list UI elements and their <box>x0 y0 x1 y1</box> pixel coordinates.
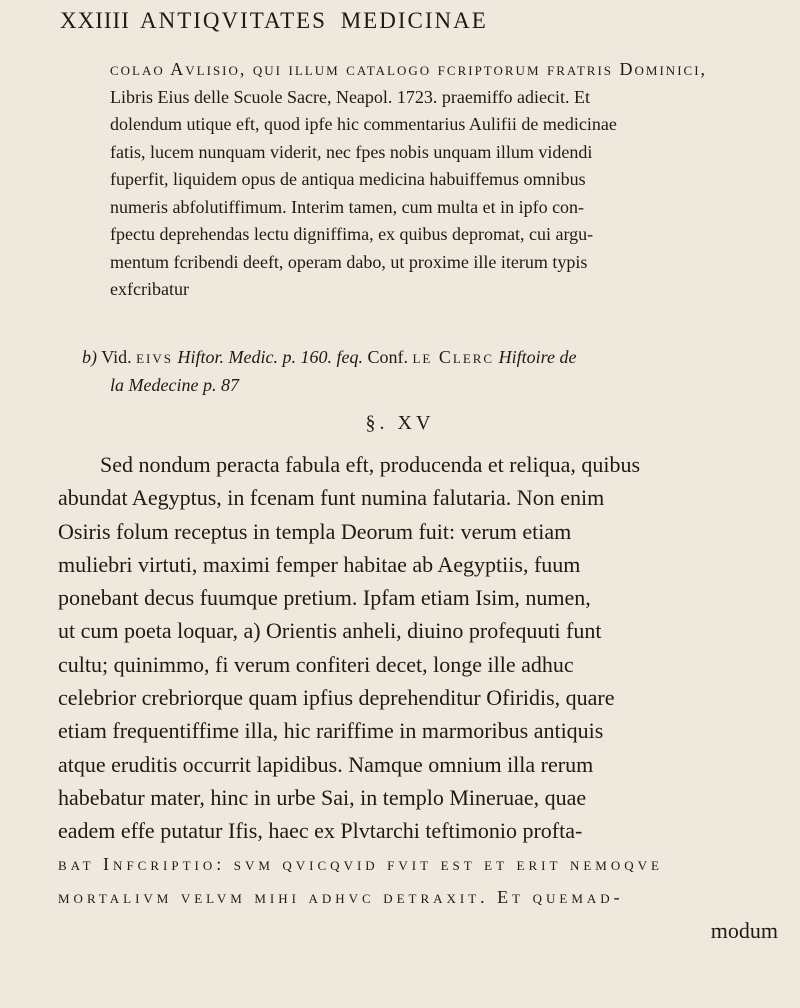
body-line: etiam frequentiffime illa, hic rariffime in marmoribus antiquis <box>58 718 604 744</box>
running-head: ANTIQVITATES MEDICINAE <box>140 8 488 33</box>
body-line: habebatur mater, hinc in urbe Sai, in templo Mineruae, quae <box>58 784 587 810</box>
page-header <box>60 8 772 48</box>
catchword: modum <box>710 918 778 944</box>
footnote-b <box>82 344 778 399</box>
body-line: ut cum poeta loquar, a) Orientis anheli, diuino profequuti funt <box>58 618 602 644</box>
footnote-vid: Vid. <box>101 347 132 367</box>
body-line: Sed nondum peracta fabula eft, producenda et reliqua, quibus <box>100 452 641 477</box>
folio-number: XXIIII <box>60 8 130 33</box>
body-line: ponebant decus fuumque pretium. Ipfam etiam Isim, numen, <box>58 585 591 611</box>
footnote-line: dolendum utique eft, quod ipfe hic commentarius Aulifii de medicinae <box>110 114 617 134</box>
footnote-work-2: Hiftoire de <box>498 347 577 367</box>
body-line: abundat Aegyptus, in fcenam funt numina falutaria. Non enim <box>58 485 605 511</box>
footnote-work: Hiftor. Medic. p. 160. feq. <box>177 347 363 367</box>
footnote-author-2: le Clerc <box>412 347 495 367</box>
body-line: cultu; quinimmo, fi verum confiteri decet, longe ille adhuc <box>58 651 574 677</box>
inscription-line: mortalivm velvm mihi adhvc detraxit. Et quemad- <box>58 886 624 907</box>
footnote-line: mentum fcribendi deeft, operam dabo, ut proxime ille iterum typis <box>110 251 588 272</box>
footnote-conf: Conf. <box>367 347 408 367</box>
body-line: eadem effe putatur Ifis, haec ex Plvtarchi teftimonio profta- <box>58 818 583 844</box>
footnote-line: exfcribatur <box>110 279 189 299</box>
footnote-line: fuperfit, liquidem opus de antiqua medicina habuiffemus omnibus <box>110 169 586 189</box>
body-line: atque eruditis occurrit lapidibus. Namque omnium illa rerum <box>58 751 594 777</box>
footnote-block <box>110 56 778 304</box>
footnote-line: fatis, lucem nunquam viderit, nec fpes nobis unquam illum videndi <box>110 141 593 162</box>
footnote-line: colao Avlisio, qui illum catalogo fcriptorum fratris Dominici, <box>110 59 708 79</box>
section-heading: §. XV <box>365 412 435 434</box>
body-line: muliebri virtuti, maximi femper habitae ab Aegyptiis, fuum <box>58 551 581 577</box>
footnote-author: eivs <box>136 347 173 367</box>
body-line: Osiris folum receptus in templa Deorum fuit: verum etiam <box>58 518 572 544</box>
body-text <box>58 448 782 947</box>
footnote-line: numeris abfolutiffimum. Interim tamen, cum multa et in ipfo con- <box>110 196 585 217</box>
footnote-line: fpectu deprehendas lectu digniffima, ex quibus depromat, cui argu- <box>110 224 594 244</box>
footnote-work-2-cont: la Medecine p. 87 <box>110 374 239 395</box>
inscription-line: bat Infcriptio: svm qvicqvid fvit est et erit nemoqve <box>58 853 663 874</box>
footnote-marker: b) <box>82 347 97 367</box>
body-line: celebrior crebriorque quam ipfius deprehenditur Ofiridis, quare <box>58 685 615 711</box>
footnote-line: Libris Eius delle Scuole Sacre, Neapol. 1723. praemiffo adiecit. Et <box>110 86 591 107</box>
